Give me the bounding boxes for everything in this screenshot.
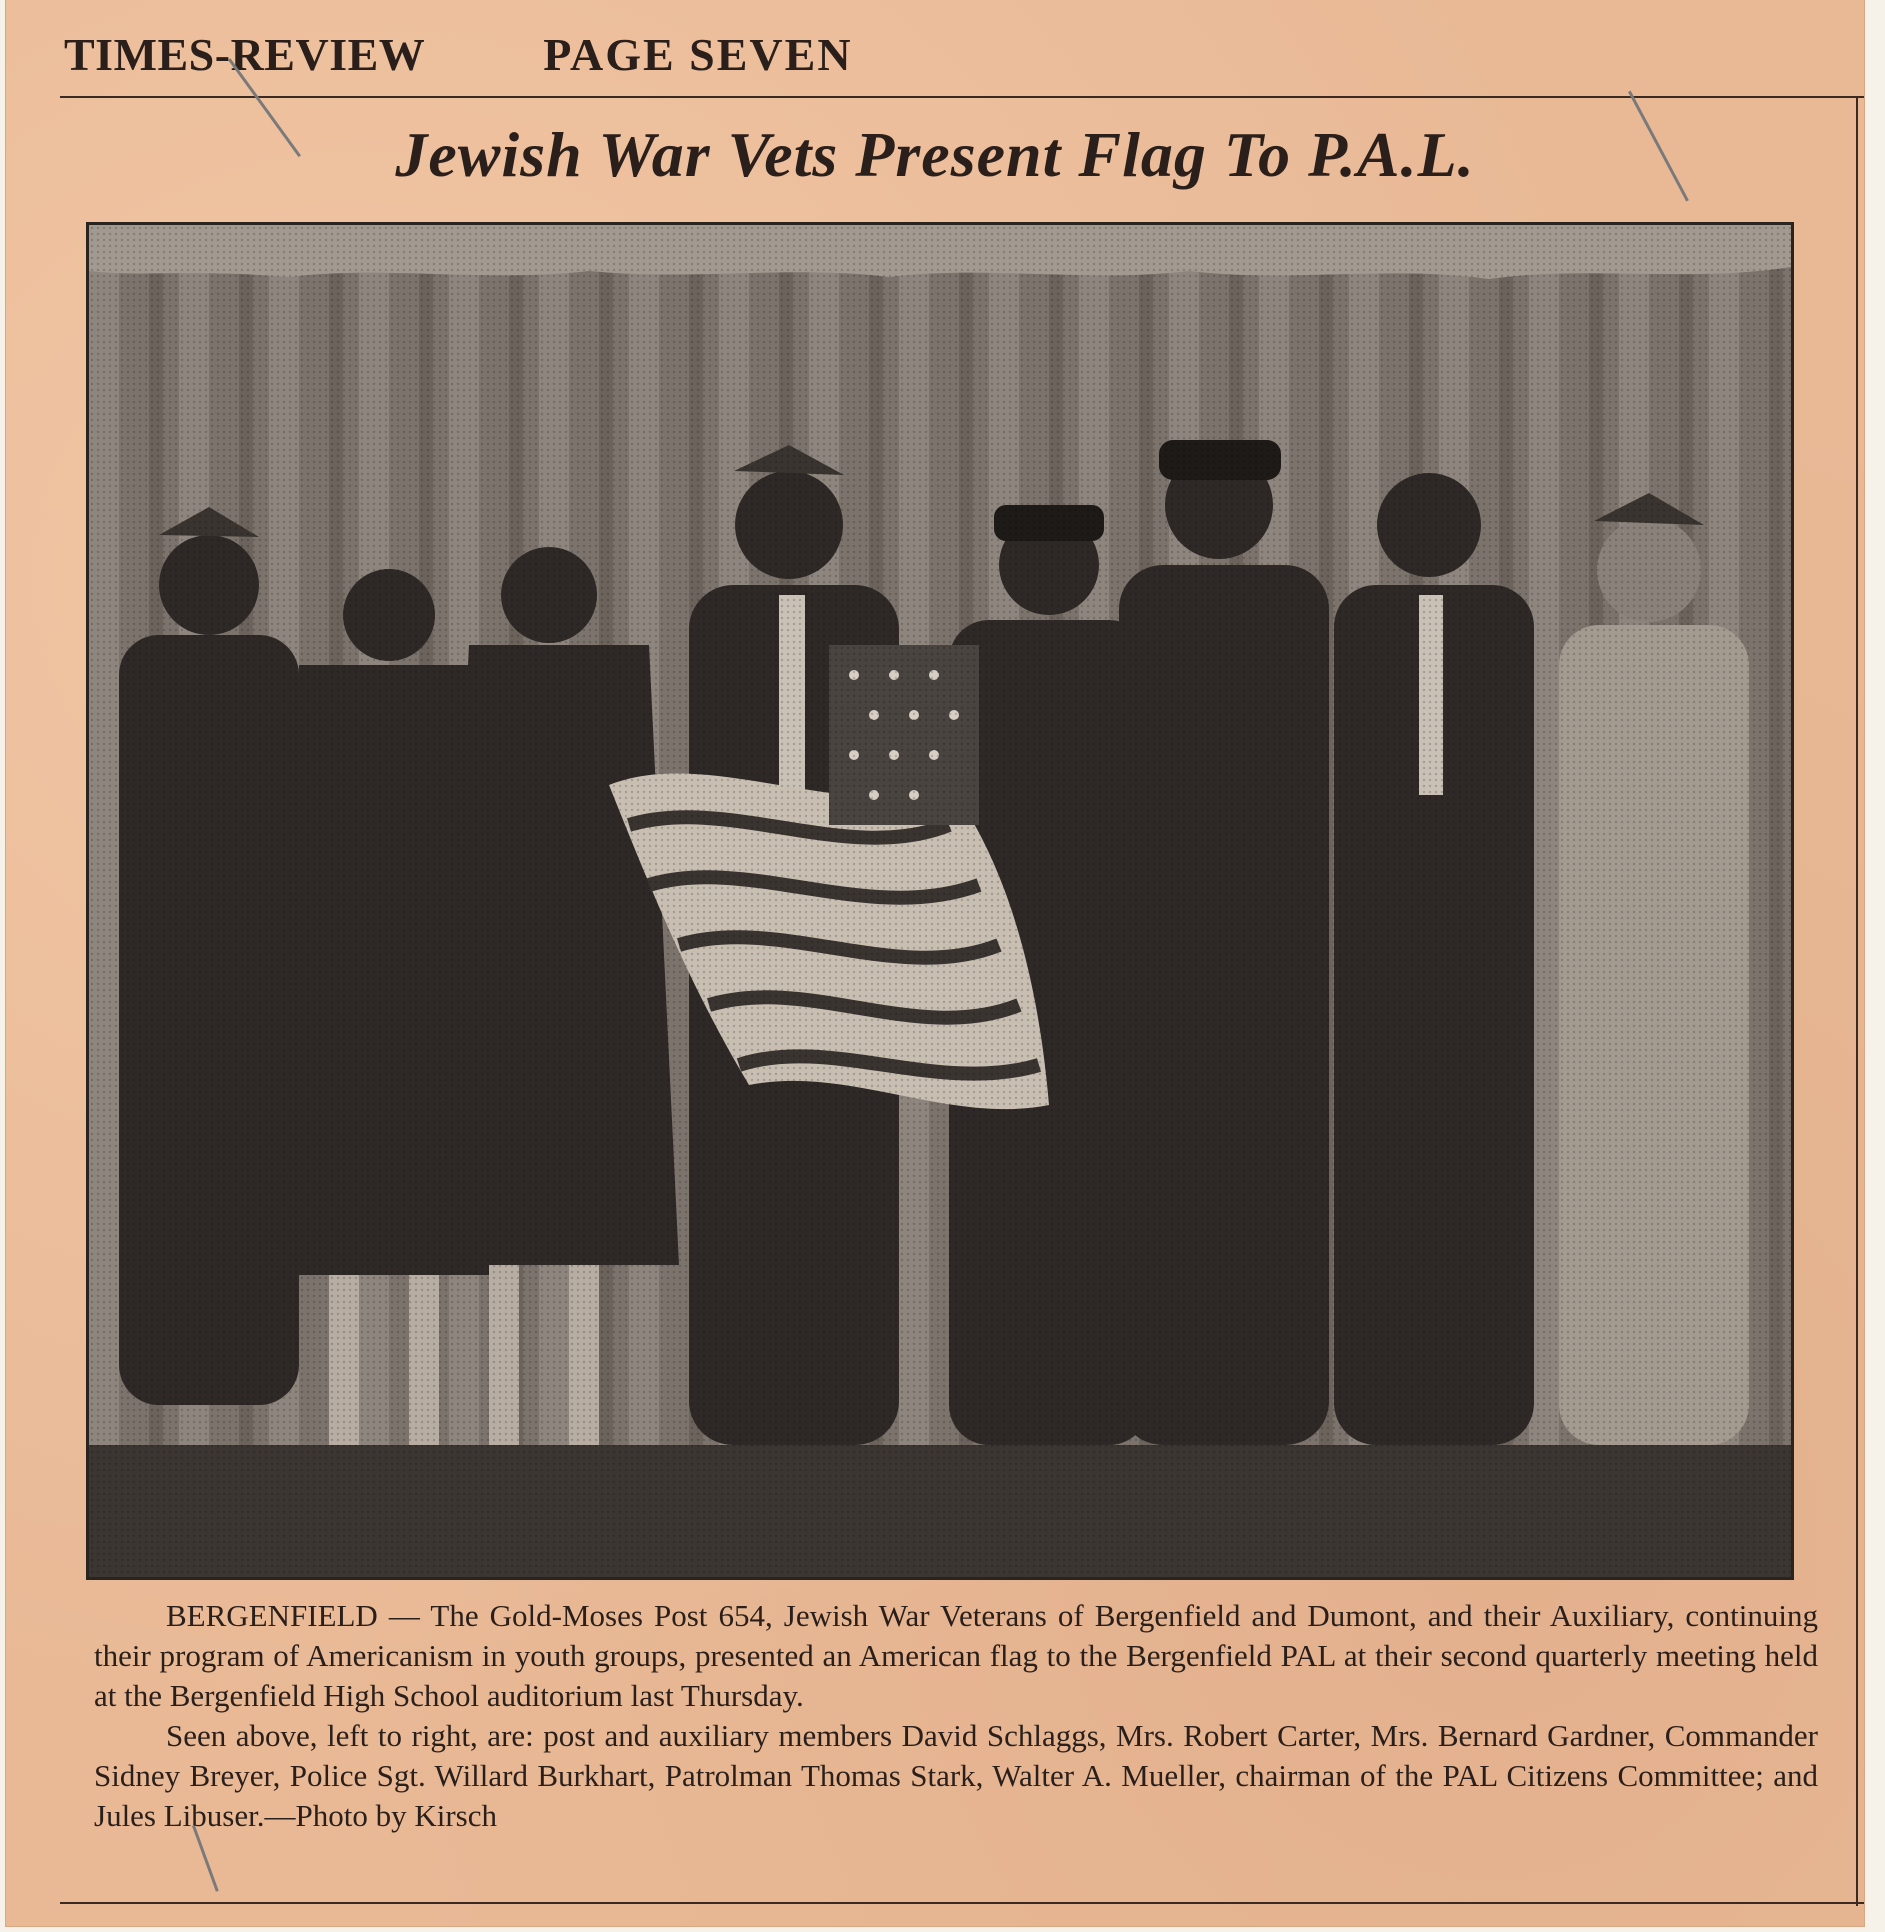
caption-paragraph: Seen above, left to right, are: post and auxiliary members David Schlaggs, Mrs. Robert Carter, Mrs. Bernard Gardner, Commander Sidney Breyer, Police Sgt. Willard Burkhart, Patrolman Thomas Stark, Walter A. Mueller, chairman of the PAL Citizens Committee; and Jules Libuser.—Photo by Kirsch (94, 1718, 1818, 1833)
newspaper-name: TIMES-REVIEW (64, 28, 426, 80)
newspaper-clipping (6, 0, 1864, 1926)
group-photo-illustration (89, 225, 1791, 1577)
right-rule (1856, 96, 1858, 1906)
page-header (64, 24, 853, 84)
news-photograph (86, 222, 1794, 1580)
photo-caption (94, 1596, 1818, 1836)
article-headline: Jewish War Vets Present Flag To P.A.L. (395, 119, 1475, 190)
bottom-rule (60, 1902, 1864, 1904)
top-rule (60, 96, 1864, 98)
caption-paragraph: BERGENFIELD — The Gold-Moses Post 654, Jewish War Veterans of Bergenfield and Dumont, and their Auxiliary, continuing their program of Americanism in youth groups, presented an American flag to the Bergenfield PAL at their second quarterly meeting held at the Bergenfield High School auditorium last Thursday. (94, 1598, 1818, 1713)
page-number-label: PAGE SEVEN (543, 28, 853, 80)
